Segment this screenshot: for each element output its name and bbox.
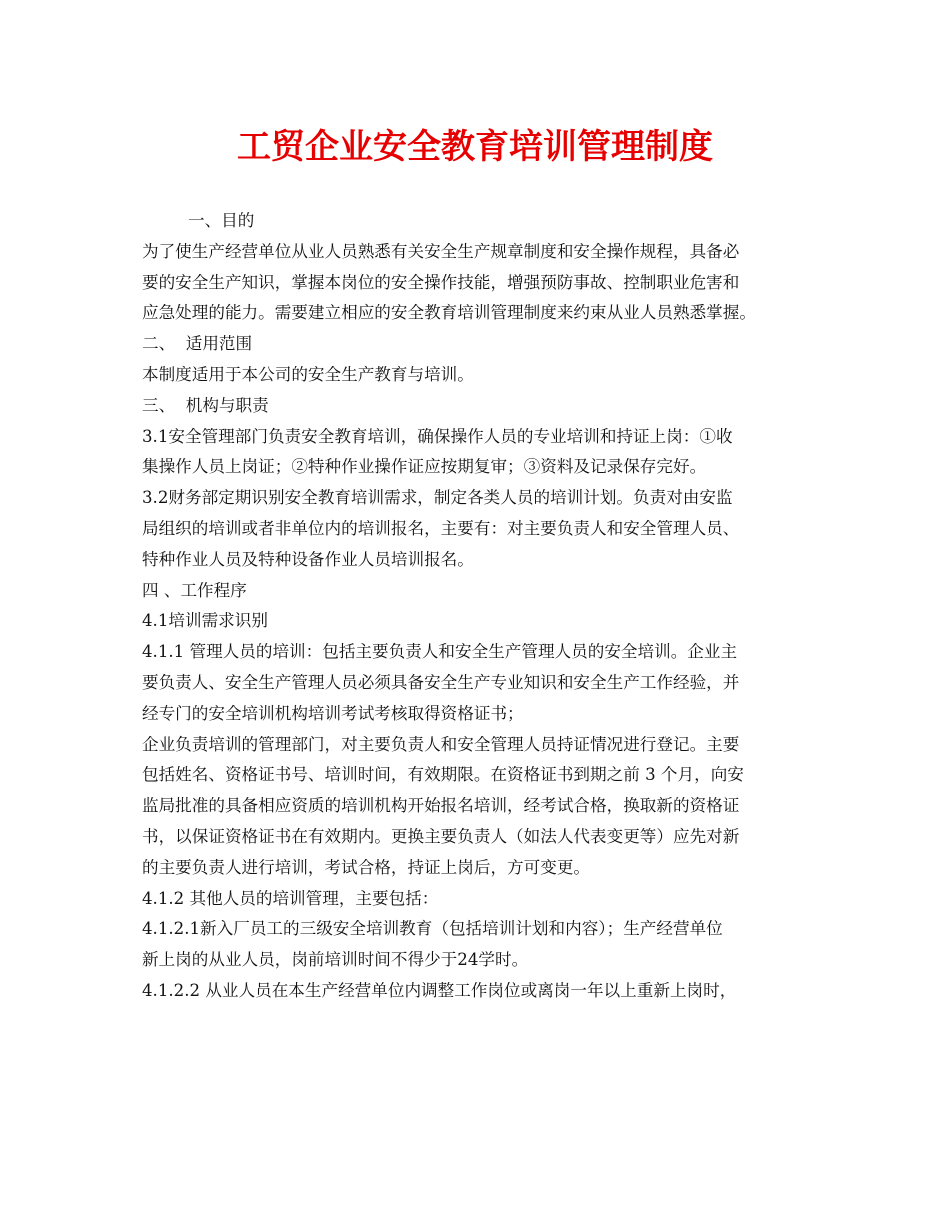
paragraph-line: 3.2财务部定期识别安全教育培训需求，制定各类人员的培训计划。负责对由安监 bbox=[142, 488, 733, 508]
section-heading-organization: 三、 机构与职责 bbox=[142, 395, 269, 415]
paragraph-line: 监局批准的具备相应资质的培训机构开始报名培训，经考试合格，换取新的资格证 bbox=[142, 796, 740, 816]
section-heading-procedure: 四 、工作程序 bbox=[142, 580, 247, 600]
paragraph-line: 4.1.2.1新入厂员工的三级安全培训教育（包括培训计划和内容）；生产经营单位 bbox=[142, 919, 723, 939]
paragraph-line: 为了使生产经营单位从业人员熟悉有关安全生产规章制度和安全操作规程，具备必 bbox=[142, 241, 740, 261]
section-heading-purpose: 一、目的 bbox=[188, 211, 255, 230]
paragraph-line: 要的安全生产知识，掌握本岗位的安全操作技能，增强预防事故、控制职业危害和 bbox=[142, 272, 740, 292]
paragraph-line: 4.1.2.2 从业人员在本生产经营单位内调整工作岗位或离岗一年以上重新上岗时， bbox=[142, 980, 737, 1000]
paragraph-line: 特种作业人员及特种设备作业人员培训报名。 bbox=[142, 549, 474, 569]
paragraph-line: 应急处理的能力。需要建立相应的安全教育培训管理制度来约束从业人员熟悉掌握。 bbox=[142, 303, 756, 323]
paragraph-line: 的主要负责人进行培训，考试合格，持证上岗后，方可变更。 bbox=[142, 857, 591, 877]
section-heading-scope: 二、 适用范围 bbox=[142, 334, 253, 354]
subsection-heading: 4.1培训需求识别 bbox=[142, 611, 268, 631]
paragraph-line: 书，以保证资格证书在有效期内。更换主要负责人（如法人代表变更等）应先对新 bbox=[142, 826, 740, 846]
paragraph-line: 企业负责培训的管理部门，对主要负责人和安全管理人员持证情况进行登记。主要 bbox=[142, 734, 740, 754]
document-body bbox=[142, 206, 822, 1007]
paragraph-line: 经专门的安全培训机构培训考试考核取得资格证书； bbox=[142, 703, 524, 723]
paragraph-line: 4.1.1 管理人员的培训：包括主要负责人和安全生产管理人员的安全培训。企业主 bbox=[142, 642, 738, 662]
paragraph-line: 4.1.2 其他人员的培训管理，主要包括： bbox=[142, 888, 439, 908]
paragraph-line: 3.1安全管理部门负责安全教育培训，确保操作人员的专业培训和持证上岗：①收 bbox=[142, 426, 733, 446]
paragraph-line: 本制度适用于本公司的安全生产教育与培训。 bbox=[142, 364, 474, 384]
paragraph-line: 局组织的培训或者非单位内的培训报名，主要有：对主要负责人和安全管理人员、 bbox=[142, 518, 740, 538]
paragraph-line: 新上岗的从业人员，岗前培训时间不得少于24学时。 bbox=[142, 950, 529, 970]
document-title: 工贸企业安全教育培训管理制度 bbox=[237, 127, 713, 167]
paragraph-line: 要负责人、安全生产管理人员必须具备安全生产专业知识和安全生产工作经验，并 bbox=[142, 672, 740, 692]
paragraph-line: 集操作人员上岗证；②特种作业操作证应按期复审；③资料及记录保存完好。 bbox=[142, 457, 707, 477]
paragraph-line: 包括姓名、资格证书号、培训时间，有效期限。在资格证书到期之前 3 个月，向安 bbox=[142, 765, 744, 785]
